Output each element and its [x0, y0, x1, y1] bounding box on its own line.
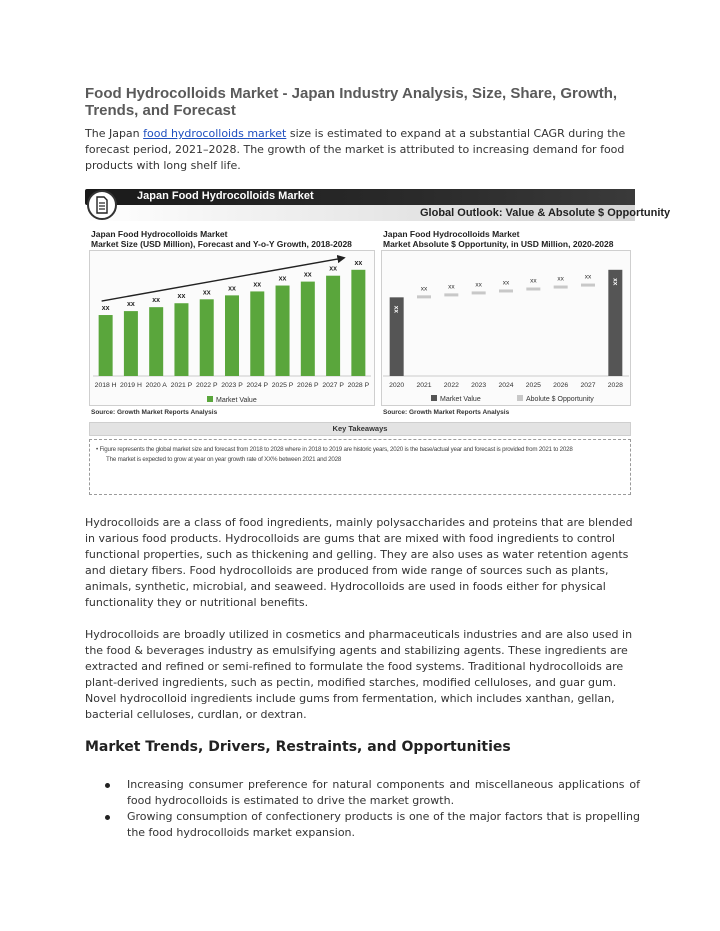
x-tick-label: 2022 P: [195, 382, 218, 389]
x-tick-label: 2024: [498, 382, 514, 389]
x-tick-label: 2028: [607, 382, 623, 389]
opportunity-marker-2021: [417, 295, 431, 298]
infographic-header: [85, 187, 671, 225]
bullet-icon: [105, 783, 110, 788]
list-item: [85, 809, 640, 841]
market-size-bar-chart: [89, 250, 375, 406]
x-tick-label: 2025: [525, 382, 541, 389]
bar-data-label: xx: [278, 275, 287, 283]
right-chart-title-line-1: Japan Food Hydrocolloids Market: [383, 229, 520, 239]
bar-2018-h: [99, 315, 113, 376]
bar-data-label: xx: [253, 281, 262, 289]
left-chart-title-line-2: Market Size (USD Million), Forecast and Y-o-Y Growth, 2018-2028: [91, 239, 352, 249]
bar-2021-p: [174, 303, 188, 376]
bullet-text: Increasing consumer preference for natural components and miscellaneous applications of food hydrocolloids is estimated to drive the market growth.: [127, 778, 640, 807]
bullet-text: Growing consumption of confectionery products is one of the major factors that is propelling the food hydrocolloids market expansion.: [127, 810, 640, 839]
x-tick-label: 2025 P: [271, 382, 294, 389]
opportunity-marker-2025: [526, 288, 540, 291]
x-tick-label: 2027: [580, 382, 596, 389]
bar-data-label: xx: [611, 278, 619, 286]
right-chart-source: Source: Growth Market Reports Analysis: [383, 409, 510, 416]
left-chart-title-line-1: Japan Food Hydrocolloids Market: [91, 229, 228, 239]
x-tick-label: 2023 P: [221, 382, 243, 389]
bar-data-label: xx: [392, 305, 400, 313]
opportunity-marker-2022: [444, 293, 458, 296]
opportunity-data-label: xx: [448, 283, 455, 291]
opportunity-data-label: xx: [557, 275, 564, 283]
legend-label-opportunity: Abolute $ Opportunity: [526, 396, 594, 403]
intro-text-end: size is estimated to expand at a substantial CAGR during the forecast period, 2021–2028. The growth of the market is attributed to increasing demand for food products with long shelf life.: [85, 127, 626, 172]
takeaway-line-2: The market is expected to grow at year on year growth rate of XX% between 2021 and 2028: [106, 456, 342, 463]
bar-data-label: xx: [152, 297, 161, 305]
bar-2024-p: [250, 291, 264, 376]
x-tick-label: 2022: [443, 382, 459, 389]
page-title: Food Hydrocolloids Market - Japan Industry Analysis, Size, Share, Growth, Trends, and Forecast: [85, 85, 618, 119]
opportunity-data-label: xx: [475, 281, 482, 289]
document-icon: [87, 190, 117, 220]
left-chart-source: Source: Growth Market Reports Analysis: [91, 409, 218, 416]
bullet-icon: [105, 815, 110, 820]
bar-data-label: xx: [101, 305, 110, 313]
bar-2025-p: [276, 286, 290, 376]
x-tick-label: 2026 P: [297, 382, 319, 389]
opportunity-marker-2023: [472, 291, 486, 294]
bar-2023-p: [225, 295, 239, 376]
right-chart-title: [383, 229, 614, 249]
x-tick-label: 2027 P: [322, 382, 344, 389]
bar-data-label: xx: [329, 265, 337, 273]
x-tick-label: 2028 P: [347, 382, 370, 389]
legend-swatch-market-value: [431, 395, 437, 401]
intro-paragraph: [85, 126, 645, 174]
x-tick-label: 2021: [416, 382, 432, 389]
bar-2020-a: [149, 307, 163, 376]
x-tick-label: 2020 A: [145, 382, 167, 389]
list-item: [85, 777, 640, 809]
bar-data-label: xx: [228, 285, 236, 293]
paragraph-definition: Hydrocolloids are a class of food ingredients, mainly polysaccharides and proteins that are blended in various food products. Hydrocolloids are gums that are mixed with food ingredients to control functional properties, such as thickening and gelling. They are also uses as water retention agents and dietary fibers. Food hydrocolloids are produced from wide range of sources such as plants, animals, synthetic, microbial, and seaweed. Hydrocolloids are used in foods either for physical functionality they or nutritional benefits.: [85, 516, 633, 609]
opportunity-marker-2027: [581, 284, 595, 287]
takeaway-line-1: • Figure represents the global market size and forecast from 2018 to 2028 where in 2018 to 2019 are historic years, 2020 is the base/actual year and forecast is provided from 2021 to 2028: [96, 446, 573, 453]
x-tick-label: 2026: [553, 382, 569, 389]
opportunity-data-label: xx: [502, 279, 510, 287]
x-tick-label: 2023: [471, 382, 487, 389]
bar-2019-h: [124, 311, 138, 376]
absolute-opportunity-chart: [381, 250, 631, 406]
opportunity-data-label: xx: [530, 277, 537, 285]
bar-data-label: xx: [354, 259, 363, 267]
opportunity-marker-2024: [499, 289, 513, 292]
bar-data-label: xx: [177, 293, 186, 301]
infographic-subtitle: Global Outlook: Value & Absolute $ Opportunity: [420, 207, 671, 219]
opportunity-data-label: xx: [584, 273, 592, 281]
x-tick-label: 2024 P: [246, 382, 269, 389]
legend-label-market-value: Market Value: [216, 397, 257, 404]
legend-label-market-value: Market Value: [440, 396, 481, 403]
left-chart-title: [91, 229, 352, 249]
legend-swatch-opportunity: [517, 395, 523, 401]
infographic-title: Japan Food Hydrocolloids Market: [137, 190, 314, 202]
bar-2026-p: [301, 282, 315, 376]
x-tick-label: 2021 P: [170, 382, 193, 389]
bar-2022-p: [200, 299, 214, 376]
bar-2027-p: [326, 276, 340, 376]
legend-swatch-market-value: [207, 396, 213, 402]
bar-data-label: xx: [127, 301, 135, 309]
x-tick-label: 2018 H: [94, 382, 117, 389]
market-value-bar-2028: [608, 270, 622, 376]
intro-text-start: The Japan: [85, 127, 144, 140]
paragraph-applications: Hydrocolloids are broadly utilized in cosmetics and pharmaceuticals industries and are also used in the food & beverages industry as emulsifying agents and stabilizing agents. These ingredients are extracted and refined or semi-refined to formulate the food systems. Traditional hydrocolloids are plant-derived ingredients, such as pectin, modified starches, modified celluloses, and guar gum. Novel hydrocolloid ingredients include gums from fermentation, which includes xanthan, gellan, bacterial celluloses, curdlan, or dextran.: [85, 628, 633, 721]
food-hydrocolloids-market-link[interactable]: food hydrocolloids market: [143, 127, 287, 140]
section-heading: Market Trends, Drivers, Restraints, and Opportunities: [85, 739, 511, 755]
trends-bullet-list: [85, 777, 640, 841]
market-infographic: [85, 187, 671, 497]
bar-data-label: xx: [202, 289, 211, 297]
key-takeaways-box: [89, 439, 631, 495]
bar-data-label: xx: [303, 271, 312, 279]
bar-2028-p: [351, 270, 365, 376]
opportunity-marker-2026: [554, 286, 568, 289]
right-chart-title-line-2: Market Absolute $ Opportunity, in USD Million, 2020-2028: [383, 239, 614, 249]
opportunity-data-label: xx: [420, 285, 428, 293]
x-tick-label: 2020: [389, 382, 405, 389]
x-tick-label: 2019 H: [119, 382, 142, 389]
key-takeaways-header: Key Takeaways: [89, 422, 631, 436]
